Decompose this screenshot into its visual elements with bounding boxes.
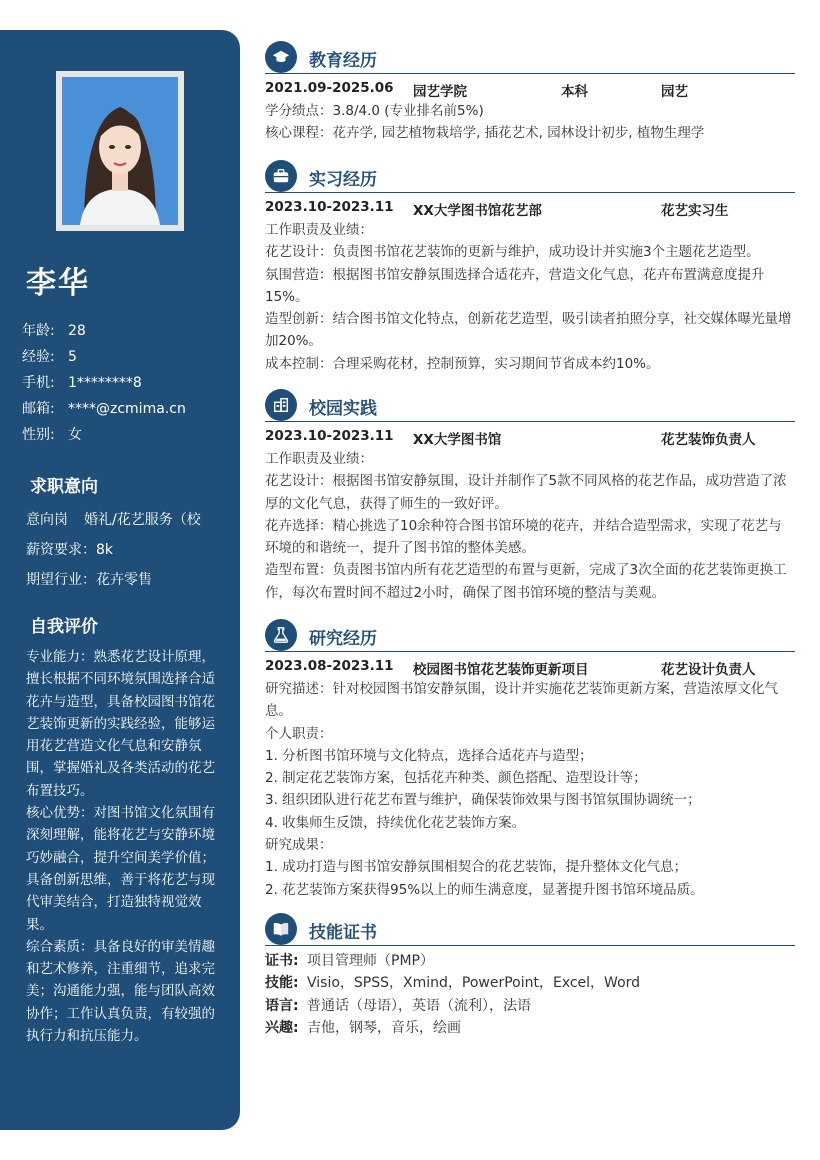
self-eval-paragraph: 专业能力：熟悉花艺设计原理，擅长根据不同环境氛围选择合适花卉与造型，具备校园图书馆花艺装饰更新的实践经验，能够运用花艺营造文化气息和安静氛围，掌握婚礼及各类活动的花艺布置技巧。	[26, 649, 215, 799]
campus-row	[265, 426, 795, 448]
info-label: 年龄:	[22, 323, 55, 339]
section-header	[265, 912, 795, 946]
education-line: 核心课程：花卉学, 园艺植物栽培学, 插花艺术, 园林设计初步, 植物生理学	[265, 125, 705, 142]
skill-row-language	[265, 995, 795, 1017]
skill-label: 证书:	[265, 953, 299, 969]
profile-name: 李华	[26, 266, 90, 301]
education-row	[265, 78, 795, 100]
skill-row-tools	[265, 972, 795, 994]
internship-role: 花艺实习生	[661, 203, 729, 219]
research-period: 2023.08-2023.11	[265, 658, 394, 674]
skill-value: Visio，SPSS，Xmind，PowerPoint，Excel，Word	[307, 975, 641, 992]
info-row-experience	[22, 344, 186, 370]
info-row-phone	[22, 370, 186, 396]
research-role: 花艺设计负责人	[661, 662, 756, 678]
section-header	[265, 388, 795, 422]
education-major: 园艺	[661, 84, 688, 100]
research-line: 个人职责：	[265, 725, 333, 742]
portrait-image	[62, 77, 178, 225]
self-eval-text	[26, 646, 220, 1047]
info-label: 邮箱:	[22, 401, 55, 417]
section-title: 教育经历	[309, 51, 377, 71]
intent-industry-value: 花卉零售	[96, 572, 152, 588]
research-line: 3. 组织团队进行花艺布置与维护，确保装饰效果与图书馆氛围协调统一；	[265, 792, 701, 809]
section-title: 校园实践	[309, 399, 377, 419]
intent-industry	[26, 570, 201, 600]
graduation-cap-icon	[265, 41, 297, 73]
intent-salary-label: 薪资要求	[26, 542, 82, 558]
campus-period: 2023.10-2023.11	[265, 428, 394, 444]
book-icon	[265, 913, 297, 945]
skill-label: 兴趣:	[265, 1019, 299, 1036]
campus-line: 花卉选择：精心挑选了10余种符合图书馆环境的花卉，并结合造型需求，实现了花艺与环境的和谐统一，提升了图书馆的整体美感。	[265, 517, 782, 557]
intent-block	[26, 510, 201, 600]
education-line: 学分绩点：3.8/4.0 (专业排名前5%)	[265, 103, 484, 119]
research-line: 2. 花艺装饰方案获得95%以上的师生满意度，显著提升图书馆环境品质。	[265, 881, 704, 898]
education-degree: 本科	[561, 84, 588, 100]
internship-row	[265, 197, 795, 219]
section-title: 实习经历	[309, 170, 377, 190]
section-header	[265, 159, 795, 193]
section-header	[265, 40, 795, 74]
section-title: 研究经历	[309, 629, 377, 649]
intent-salary-value: ：8k	[82, 542, 114, 558]
campus-org: XX大学图书馆	[413, 432, 502, 448]
campus-line: 造型布置：负责图书馆内所有花艺造型的布置与更新，完成了3次全面的花艺装饰更换工作，每次布置时间不超过2小时，确保了图书馆环境的整洁与美观。	[265, 562, 787, 601]
building-icon	[265, 389, 297, 421]
skill-value: 吉他，钢琴，音乐，绘画	[307, 1019, 461, 1036]
intent-heading: 求职意向	[30, 477, 98, 497]
skill-row-certificate	[265, 950, 795, 972]
campus-line: 工作职责及业绩：	[265, 451, 373, 467]
skill-value: 项目管理师（PMP）	[307, 953, 434, 969]
section-education	[265, 40, 795, 145]
research-details	[265, 678, 795, 901]
internship-details	[265, 219, 795, 375]
research-project: 校园图书馆花艺装饰更新项目	[413, 662, 589, 678]
intent-position	[26, 510, 201, 540]
section-internship	[265, 159, 795, 375]
campus-details	[265, 448, 795, 604]
campus-role: 花艺装饰负责人	[661, 432, 756, 448]
sidebar	[0, 30, 240, 1130]
internship-line: 成本控制：合理采购花材，控制预算，实习期间节省成本约10%。	[265, 355, 660, 372]
info-value: ****@zcmima.cn	[68, 401, 186, 417]
skill-value: 普通话（母语），英语（流利），法语	[307, 997, 531, 1014]
section-campus	[265, 388, 795, 604]
info-value: 28	[68, 323, 86, 339]
skill-label: 技能:	[265, 975, 299, 992]
section-title: 技能证书	[309, 923, 377, 943]
research-line: 4. 收集师生反馈，持续优化花艺装饰方案。	[265, 814, 526, 831]
self-eval-paragraph: 综合素质：具备良好的审美情趣和艺术修养，注重细节，追求完美；沟通能力强，能与团队高效协作；工作认真负责，有较强的执行力和抗压能力。	[26, 938, 215, 1045]
section-header	[265, 618, 795, 652]
self-eval-heading: 自我评价	[30, 617, 98, 637]
intent-position-label: 意向岗	[26, 512, 68, 528]
education-period: 2021.09-2025.06	[265, 80, 394, 96]
research-line: 2. 制定花艺装饰方案，包括花卉种类、颜色搭配、造型设计等；	[265, 770, 647, 787]
info-label: 手机:	[22, 375, 55, 391]
info-row-email	[22, 396, 186, 422]
campus-line: 花艺设计：根据图书馆安静氛围，设计并制作了5款不同风格的花艺作品，成功营造了浓厚的文化气息，获得了师生的一致好评。	[265, 473, 787, 512]
info-value: 5	[68, 349, 77, 365]
internship-line: 氛围营造：根据图书馆安静氛围选择合适花卉，营造文化气息，花卉布置满意度提升15%。	[265, 266, 765, 305]
flask-icon	[265, 619, 297, 651]
education-school: 园艺学院	[413, 84, 467, 100]
info-label: 性别:	[22, 427, 55, 443]
internship-line: 花艺设计：负责图书馆花艺装饰的更新与维护，成功设计并实施3个主题花艺造型。	[265, 244, 760, 261]
research-row	[265, 656, 795, 678]
self-eval-paragraph: 核心优势：对图书馆文化氛围有深刻理解，能将花艺与安静环境巧妙融合，提升空间美学价值；具备创新思维，善于将花艺与现代审美结合，打造独特视觉效果。	[26, 805, 215, 933]
research-line: 研究描述：针对校园图书馆安静氛围，设计并实施花艺装饰更新方案，营造浓厚文化气息。	[265, 681, 778, 720]
research-line: 研究成果：	[265, 837, 333, 854]
intent-salary	[26, 540, 201, 570]
briefcase-icon	[265, 160, 297, 192]
research-line: 1. 成功打造与图书馆安静氛围相契合的花艺装饰，提升整体文化气息；	[265, 859, 688, 876]
research-line: 1. 分析图书馆环境与文化特点，选择合适花卉与造型；	[265, 747, 593, 764]
info-value: 女	[68, 427, 82, 443]
info-value: 1********8	[68, 375, 142, 391]
internship-org: XX大学图书馆花艺部	[413, 203, 542, 219]
skill-row-interests	[265, 1017, 795, 1039]
internship-period: 2023.10-2023.11	[265, 199, 394, 215]
education-details	[265, 100, 795, 145]
info-row-gender	[22, 422, 186, 448]
info-row-age	[22, 318, 186, 344]
internship-line: 造型创新：结合图书馆文化特点，创新花艺造型，吸引读者拍照分享，社交媒体曝光量增加20%。	[265, 311, 792, 350]
basic-info	[22, 318, 186, 448]
section-research	[265, 618, 795, 901]
section-skills	[265, 912, 795, 1039]
skill-label: 语言:	[265, 997, 299, 1014]
intent-position-value: 婚礼/花艺服务（校	[84, 512, 201, 528]
info-label: 经验:	[22, 349, 55, 365]
internship-line: 工作职责及业绩：	[265, 222, 373, 238]
intent-industry-label: 期望行业：	[26, 572, 96, 588]
profile-photo	[56, 71, 184, 231]
